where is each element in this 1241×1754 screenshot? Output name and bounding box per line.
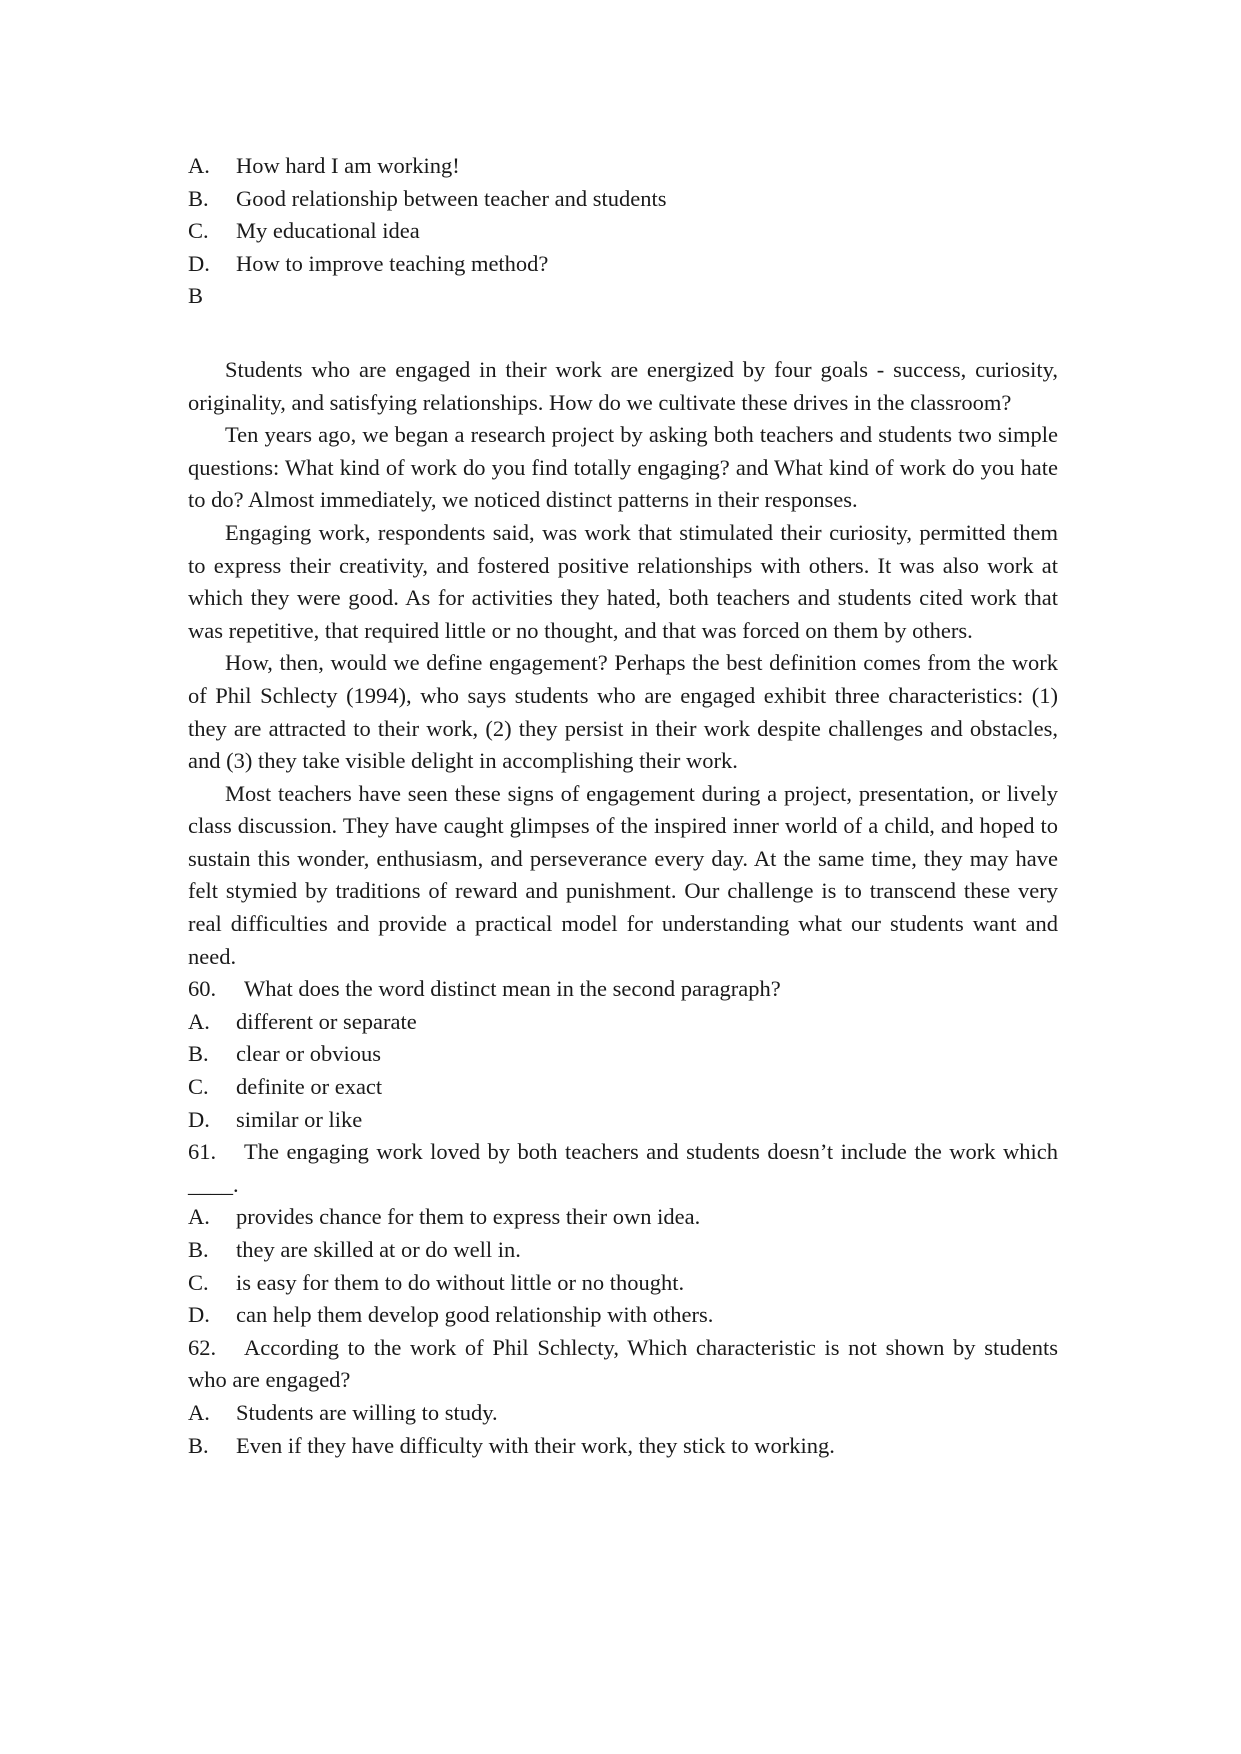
option-b <box>188 183 1058 216</box>
option-b <box>188 1234 1058 1267</box>
option-letter: B. <box>188 1237 209 1262</box>
option-letter: D. <box>188 1302 210 1328</box>
option-letter: D. <box>188 1106 210 1132</box>
option-letter: B. <box>188 185 209 211</box>
option-letter: C. <box>188 1074 209 1100</box>
option-letter: D. <box>188 250 210 276</box>
option-a <box>188 1201 1058 1234</box>
option-c <box>188 1071 1058 1104</box>
option-d <box>188 1299 1058 1332</box>
option-text: definite or exact <box>236 1074 383 1100</box>
passage-paragraph: How, then, would we define engagement? Perhaps the best definition comes from the work of Phil Schlecty (1994), who says students who are engaged exhibit three characteristics: (1) they are attracted to their work, (2) they persist in their work despite challenges and obstacles, and (3) they take visible delight in accomplishing their work. <box>188 650 1058 774</box>
option-letter: A. <box>188 1008 210 1034</box>
option-text: provides chance for them to express their own idea. <box>236 1204 701 1230</box>
option-text: can help them develop good relationship with others. <box>236 1302 714 1328</box>
option-text: is easy for them to do without little or no thought. <box>236 1269 685 1295</box>
option-letter: B. <box>188 1432 209 1458</box>
option-text: similar or like <box>236 1106 363 1132</box>
passage-paragraph: Most teachers have seen these signs of engagement during a project, presentation, or lively class discussion. They have caught glimpses of the inspired inner world of a child, and hoped to sustain this wonder, enthusiasm, and perseverance every day. At the same time, they may have felt stymied by traditions of reward and punishment. Our challenge is to transcend these very real difficulties and provide a practical model for understanding what our students want and need. <box>188 780 1058 969</box>
option-text: Students are willing to study. <box>236 1399 498 1425</box>
option-c <box>188 215 1058 248</box>
passage-paragraph: Engaging work, respondents said, was work that stimulated their curiosity, permitted them to express their creativity, and fostered positive relationships with others. It was also work at which they were good. As for activities they hated, both teachers and students cited work that was repetitive, that required little or no thought, and that was forced on them by others. <box>188 519 1058 643</box>
question-61 <box>188 1136 1058 1201</box>
option-text: they are skilled at or do well in. <box>236 1237 521 1262</box>
answer-key: B <box>188 283 204 309</box>
option-text: How to improve teaching method? <box>236 250 549 276</box>
option-text: clear or obvious <box>236 1041 381 1067</box>
question-60 <box>188 973 1058 1006</box>
option-a <box>188 1397 1058 1430</box>
spacer <box>188 313 1058 354</box>
option-letter: C. <box>188 1269 209 1295</box>
option-text: My educational idea <box>236 218 420 244</box>
option-letter: A. <box>188 1399 210 1425</box>
option-text: How hard I am working! <box>236 153 460 178</box>
option-text: Good relationship between teacher and students <box>236 185 667 211</box>
document-page <box>188 150 1058 1462</box>
question-number: 61. <box>188 1139 217 1165</box>
passage-paragraph: Students who are engaged in their work are energized by four goals - success, curiosity, originality, and satisfying relationships. How do we cultivate these drives in the classroom? <box>188 356 1058 415</box>
question-62 <box>188 1332 1058 1397</box>
question-stem: According to the work of Phil Schlecty, Which characteristic is not shown by students who are engaged? <box>188 1334 1058 1393</box>
option-d <box>188 248 1058 281</box>
passage-paragraph: Ten years ago, we began a research project by asking both teachers and students two simple questions: What kind of work do you find totally engaging? and What kind of work do you hate to do? Almost immediately, we noticed distinct patterns in their responses. <box>188 422 1058 513</box>
option-d <box>188 1104 1058 1137</box>
option-text: different or separate <box>236 1008 417 1034</box>
option-b <box>188 1430 1058 1463</box>
question-number: 60. <box>188 976 217 1002</box>
question-number: 62. <box>188 1334 217 1360</box>
option-b <box>188 1038 1058 1071</box>
question-stem: What does the word distinct mean in the second paragraph? <box>244 976 781 1002</box>
option-a <box>188 1006 1058 1039</box>
option-text: Even if they have difficulty with their work, they stick to working. <box>236 1432 835 1458</box>
option-a <box>188 150 1058 183</box>
option-letter: A. <box>188 1204 210 1230</box>
option-c <box>188 1267 1058 1300</box>
option-letter: B. <box>188 1041 209 1067</box>
option-letter: C. <box>188 218 209 244</box>
question-stem: The engaging work loved by both teachers and students doesn’t include the work which ____. <box>188 1139 1058 1197</box>
option-letter: A. <box>188 153 210 178</box>
